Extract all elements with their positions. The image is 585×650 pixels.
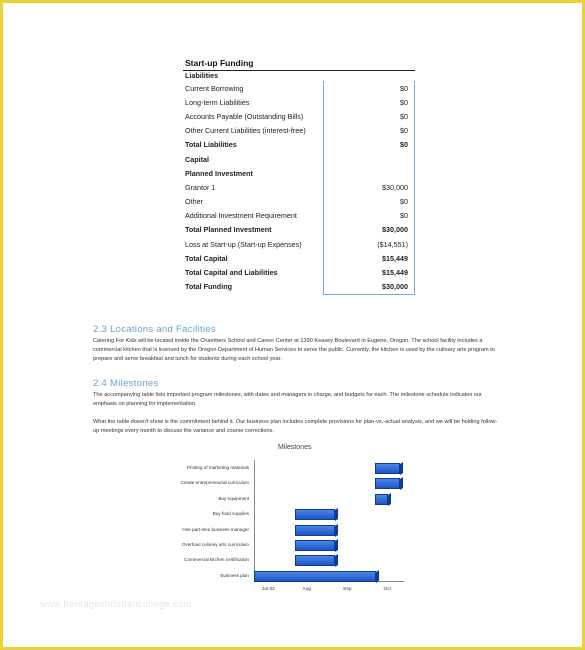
row-value: $30,000 <box>324 280 415 295</box>
milestones-heading: 2.4 Milestones <box>93 378 159 389</box>
funding-rows <box>183 81 415 295</box>
table-row <box>183 152 415 166</box>
locations-heading: 2.3 Locations and Facilities <box>93 324 216 335</box>
row-label: Capital <box>185 154 209 164</box>
table-header: Liabilities <box>185 71 219 80</box>
category-label: Overhaul culinary arts curriculum <box>181 542 249 547</box>
table-row <box>183 166 415 180</box>
category-label: Buy equipment <box>218 495 249 501</box>
row-value <box>324 152 415 166</box>
row-label: Current Borrowing <box>185 83 244 93</box>
locations-paragraph: Catering For Kids will be located inside the Chambers School and Career Center at 1390 Keasey Boulevard in Eugene, Oregon. The school facility includes a commercial kitchen that is licensed by the Oregon Department of Human Services to serve the public. Currently, the kitchen is used by the culinary arts program to prepare and serve breakfast and lunch for students during each school year. <box>93 338 495 362</box>
table-row <box>183 265 415 279</box>
row-value: $0 <box>324 124 415 138</box>
milestones-paragraph-2: What the table doesn't show is the commitment behind it. Our business plan includes complete provisions for plan-vs.-actual analysis, and we will be holding follow-up meetings every month to discuss the variance and course corrections. <box>93 419 498 434</box>
row-value: $0 <box>324 109 415 123</box>
category-label: Create entrepreneurial curriculum <box>180 480 249 486</box>
milestone-bar <box>295 509 336 520</box>
row-label: Other Current Liabilities (interest-free) <box>185 126 306 136</box>
row-value: $0 <box>324 209 415 223</box>
row-value <box>324 166 415 180</box>
category-label: Hire part-time business manager <box>182 526 249 532</box>
table-row <box>183 95 415 109</box>
startup-funding-table <box>183 56 415 295</box>
table-row <box>183 251 415 265</box>
row-label: Total Planned Investment <box>185 225 272 235</box>
x-tick-label: Oct <box>383 587 391 592</box>
row-value: $30,000 <box>324 223 415 237</box>
category-label: Commercial kitchen certification <box>184 557 249 563</box>
row-label: Other <box>185 197 203 207</box>
row-value: $15,449 <box>324 265 415 279</box>
chart-title: Milestones <box>278 444 312 451</box>
x-tick-label: Aug <box>302 587 312 592</box>
milestone-bar <box>375 494 388 505</box>
row-label: Accounts Payable (Outstanding Bills) <box>185 111 304 121</box>
row-value: $0 <box>324 138 415 152</box>
row-label: Total Capital and Liabilities <box>185 268 278 278</box>
milestones-paragraph-1: The accompanying table lists important program milestones, with dates and managers in charge, and budgets for each. The milestone schedule indicates our emphasis on planning for implementation. <box>93 392 482 407</box>
category-label: Buy food supplies <box>212 511 249 517</box>
x-tick-label: Sep <box>343 587 352 592</box>
row-label: Planned Investment <box>185 168 253 178</box>
row-value: $0 <box>324 81 415 95</box>
row-value: ($14,551) <box>324 237 415 251</box>
table-row <box>183 138 415 152</box>
row-label: Grantor 1 <box>185 182 216 192</box>
row-label: Total Capital <box>185 253 228 263</box>
x-tick-label: Jul 02 <box>262 587 275 592</box>
table-row <box>183 209 415 223</box>
table-row <box>183 124 415 138</box>
table-row <box>183 223 415 237</box>
table-row <box>183 109 415 123</box>
watermark: www.heritagechristiancollege.com <box>40 599 192 609</box>
row-label: Additional Investment Requirement <box>185 211 297 221</box>
row-value: $0 <box>324 195 415 209</box>
row-value: $30,000 <box>324 180 415 194</box>
milestone-bar <box>295 540 336 551</box>
table-row <box>183 280 415 295</box>
table-row <box>183 81 415 95</box>
milestone-bar <box>295 555 336 566</box>
row-value: $0 <box>324 95 415 109</box>
table-row <box>183 237 415 251</box>
table-title: Start-up Funding <box>185 58 254 68</box>
milestone-bar <box>375 478 400 489</box>
row-label: Total Liabilities <box>185 140 237 150</box>
milestone-bar <box>295 525 336 536</box>
milestone-bar <box>254 571 376 582</box>
category-label: Printing of marketing materials <box>186 465 249 470</box>
table-row <box>183 180 415 194</box>
row-value: $15,449 <box>324 251 415 265</box>
table-row <box>183 195 415 209</box>
chart-y-axis <box>254 460 255 581</box>
row-label: Loss at Start-up (Start-up Expenses) <box>185 239 302 249</box>
category-label: Business plan <box>220 572 249 578</box>
milestone-bar <box>375 463 400 474</box>
row-label: Long-term Liabilities <box>185 97 250 107</box>
row-label: Total Funding <box>185 282 232 292</box>
